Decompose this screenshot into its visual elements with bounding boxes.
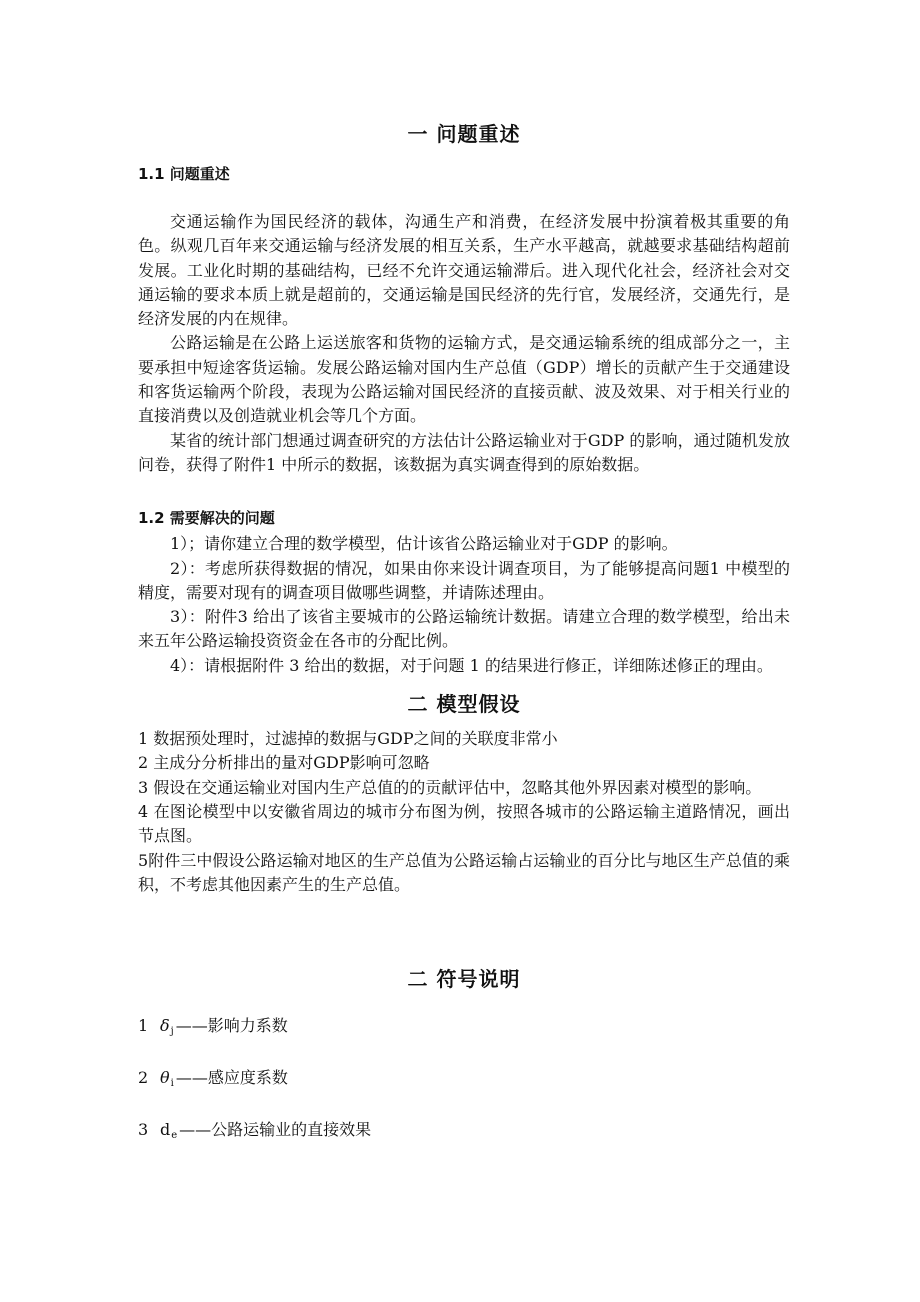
assumption-item: 3 假设在交通运输业对国内生产总值的的贡献评估中，忽略其他外界因素对模型的影响。 [138,777,762,797]
symbol-description: ——感应度系数 [175,1068,288,1088]
section-title-model-assumptions: 二 模型假设 [407,692,521,717]
symbol-number: 1 [138,1016,149,1036]
symbol-glyph: δ [160,1016,170,1036]
assumption-item: 4 在图论模型中以安徽省周边的城市分布图为例，按照各城市的公路运输主道路情况，画出节点图。 [138,801,790,846]
problem-item: 2）：考虑所获得数据的情况，如果由你来设计调查项目，为了能够提高问题1 中模型的精度，需要对现有的调查项目做哪些调整，并请陈述理由。 [138,558,790,602]
paragraph: 公路运输是在公路上运送旅客和货物的运输方式，是交通运输系统的组成部分之一，主要承担中短途客货运输。发展公路运输对国内生产总值（GDP）增长的贡献产生于交通建设和客货运输两个阶段，表现为公路运输对国民经济的直接贡献、波及效果、对于相关行业的直接消费以及创造就业机会等几个方面。 [138,333,790,426]
symbol-subscript: e [171,1130,178,1142]
symbol-subscript: i [170,1078,174,1090]
symbol-item [138,1118,790,1148]
paragraph: 交通运输作为国民经济的载体，沟通生产和消费，在经济发展中扮演着极其重要的角色。纵观几百年来交通运输与经济发展的相互关系，生产水平越高，就越要求基础结构超前发展。工业化时期的基础结构，已经不允许交通运输滞后。进入现代化社会，经济社会对交通运输的要求本质上就是超前的，交通运输是国民经济的先行官，发展经济，交通先行，是经济发展的内在规律。 [138,212,790,329]
symbol-item [138,1014,790,1044]
symbol-subscript: j [170,1026,174,1038]
problem-item: 3）：附件3 给出了该省主要城市的公路运输统计数据。请建立合理的数学模型，给出未来五年公路运输投资资金在各市的分配比例。 [138,607,790,651]
assumption-item: 2 主成分分析排出的量对GDP影响可忽略 [138,753,430,773]
symbol-number: 2 [138,1068,149,1088]
assumption-item: 5附件三中假设公路运输对地区的生产总值为公路运输占运输业的百分比与地区生产总值的乘积，不考虑其他因素产生的生产总值。 [138,850,790,894]
symbol-glyph: d [160,1120,171,1140]
symbol-description: ——公路运输业的直接效果 [179,1120,372,1140]
section-title-symbol-notes: 二 符号说明 [407,967,521,992]
subsection-title-1-2: 1.2 需要解决的问题 [138,509,275,528]
subsection-title-1-1: 1.1 问题重述 [138,165,230,183]
assumption-item: 1 数据预处理时，过滤掉的数据与GDP之间的关联度非常小 [138,729,558,749]
problem-item: 4）：请根据附件 3 给出的数据，对于问题 1 的结果进行修正，详细陈述修正的理由。 [170,655,773,675]
problem-item: 1）；请你建立合理的数学模型，估计该省公路运输业对于GDP 的影响。 [170,534,678,554]
symbol-description: ——影响力系数 [175,1016,288,1036]
paragraph: 某省的统计部门想通过调查研究的方法估计公路运输业对于GDP 的影响，通过随机发放问卷，获得了附件1 中所示的数据，该数据为真实调查得到的原始数据。 [138,430,790,474]
symbol-item [138,1066,790,1096]
document-content [138,118,790,1148]
symbol-number: 3 [138,1120,149,1140]
section-title-problem-restatement: 一 问题重述 [407,122,521,146]
symbol-glyph: θ [160,1068,170,1088]
